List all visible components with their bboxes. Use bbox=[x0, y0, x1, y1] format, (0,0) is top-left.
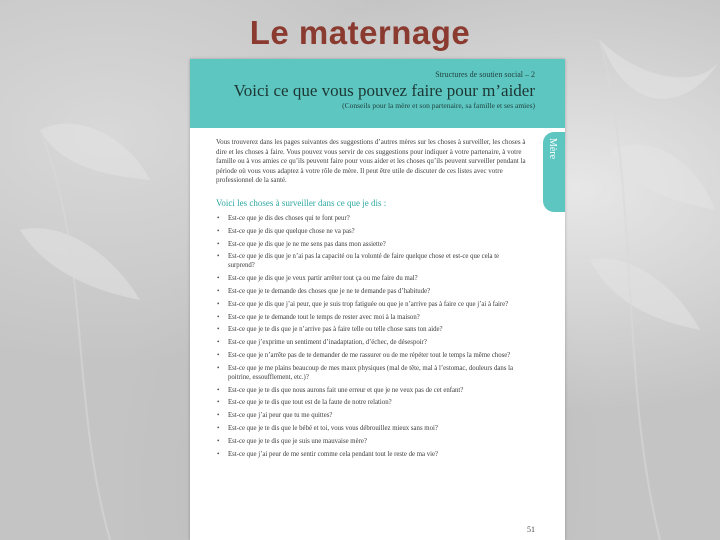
list-item-text: Est-ce que je te dis que je suis une mauvaise mère? bbox=[228, 437, 367, 445]
bullet-icon: • bbox=[217, 275, 220, 283]
list-item-text: Est-ce que j’exprime un sentiment d’inadaptation, d’échec, de désespoir? bbox=[228, 339, 427, 347]
bullet-icon: • bbox=[217, 412, 220, 420]
list-item-text: Est-ce que je te dis que le bébé et toi, vous vous débrouillez mieux sans moi? bbox=[228, 424, 438, 432]
list-item bbox=[216, 313, 516, 322]
list-item bbox=[216, 450, 516, 459]
bullet-icon: • bbox=[217, 364, 220, 372]
list-item bbox=[216, 300, 516, 309]
list-item bbox=[216, 287, 516, 296]
side-tab-label: Mère bbox=[547, 138, 558, 160]
bullet-icon: • bbox=[217, 450, 220, 458]
series-label: Structures de soutien social – 2 bbox=[435, 70, 535, 79]
list-item-text: Est-ce que j’ai peur que tu me quittes? bbox=[228, 412, 333, 420]
bullet-icon: • bbox=[217, 326, 220, 334]
document-page bbox=[190, 59, 565, 540]
list-item-text: Est-ce que je te demande des choses que je ne te demande pas d’habitude? bbox=[228, 287, 431, 295]
list-item bbox=[216, 398, 516, 407]
slide-title: Le maternage bbox=[249, 14, 471, 51]
list-item bbox=[216, 386, 516, 395]
document-subheading: (Conseils pour la mère et son partenaire, sa famille et ses amies) bbox=[342, 101, 535, 110]
list-item-text: Est-ce que je te dis que tout est de la faute de notre relation? bbox=[228, 399, 392, 407]
list-item bbox=[216, 325, 516, 334]
list-item-text: Est-ce que je me plains beaucoup de mes maux physiques (mal de tête, mal à l’estomac, douleurs dans la poitrine, essoufflement, etc.)? bbox=[228, 364, 514, 381]
section-title: Voici les choses à surveiller dans ce que je dis : bbox=[216, 198, 387, 208]
intro-paragraph: Vous trouverez dans les pages suivantes des suggestions d’autres mères sur les choses à surveiller, les choses à dire et les choses à faire. Vous pouvez vous servir de ces suggestions pour indiquer à votre partenaire, à votre famille ou à vos amies ce qu’ils peuvent faire pour vous aider et les choses qu’ils peuvent surveiller pendant la période où vous vous adaptez à votre rôle de mère. Il peut être utile de discuter de ces listes avec votre professionnel de la santé. bbox=[216, 138, 526, 185]
bullet-icon: • bbox=[217, 351, 220, 359]
list-item-text: Est-ce que je dis que quelque chose ne va pas? bbox=[228, 227, 355, 235]
bullet-icon: • bbox=[217, 240, 220, 248]
side-tab bbox=[543, 132, 565, 212]
document-heading: Voici ce que vous pouvez faire pour m’aider bbox=[233, 81, 535, 100]
list-item-text: Est-ce que je te dis que je n’arrive pas à faire telle ou telle chose sans ton aide? bbox=[228, 326, 443, 334]
bullet-icon: • bbox=[217, 437, 220, 445]
list-item-text: Est-ce que je n’arrête pas de te demander de me rassurer ou de me répéter tout le temps la même chose? bbox=[228, 351, 511, 359]
list-item bbox=[216, 274, 516, 283]
bullet-icon: • bbox=[217, 386, 220, 394]
bullet-icon: • bbox=[217, 300, 220, 308]
list-item-text: Est-ce que je te demande tout le temps de rester avec moi à la maison? bbox=[228, 313, 420, 321]
bullet-icon: • bbox=[217, 215, 220, 222]
bullet-icon: • bbox=[217, 424, 220, 432]
list-item bbox=[216, 252, 516, 270]
bullet-icon: • bbox=[217, 253, 220, 261]
bullet-icon: • bbox=[217, 287, 220, 295]
list-item bbox=[216, 424, 516, 433]
list-item bbox=[216, 364, 516, 382]
bullet-icon: • bbox=[217, 399, 220, 407]
header-band bbox=[190, 59, 565, 128]
list-item bbox=[216, 411, 516, 420]
list-item bbox=[216, 240, 516, 249]
bullet-icon: • bbox=[217, 313, 220, 321]
list-item bbox=[216, 227, 516, 236]
page-number: 51 bbox=[527, 525, 535, 534]
question-list bbox=[216, 214, 516, 462]
list-item-text: Est-ce que j’ai peur de me sentir comme cela pendant tout le reste de ma vie? bbox=[228, 450, 439, 458]
list-item-text: Est-ce que je dis des choses qui te font peur? bbox=[228, 215, 350, 222]
list-item-text: Est-ce que je dis que je n’ai pas la capacité ou la volonté de faire quelque chose et est-ce que cela te surprend? bbox=[228, 253, 500, 270]
list-item bbox=[216, 437, 516, 446]
list-item-text: Est-ce que je te dis que nous aurons fait une erreur et que je ne veux pas de cet enfant? bbox=[228, 386, 464, 394]
list-item-text: Est-ce que je dis que je veux partir arrêter tout ça ou me faire du mal? bbox=[228, 275, 418, 283]
list-item bbox=[216, 214, 516, 223]
list-item bbox=[216, 351, 516, 360]
list-item bbox=[216, 338, 516, 347]
list-item-text: Est-ce que je dis que je ne me sens pas dans mon assiette? bbox=[228, 240, 386, 248]
bullet-icon: • bbox=[217, 339, 220, 347]
list-item-text: Est-ce que je dis que j’ai peur, que je suis trop fatiguée ou que je n’arrive pas à faire ce que j’ai à faire? bbox=[228, 300, 509, 308]
bullet-icon: • bbox=[217, 227, 220, 235]
